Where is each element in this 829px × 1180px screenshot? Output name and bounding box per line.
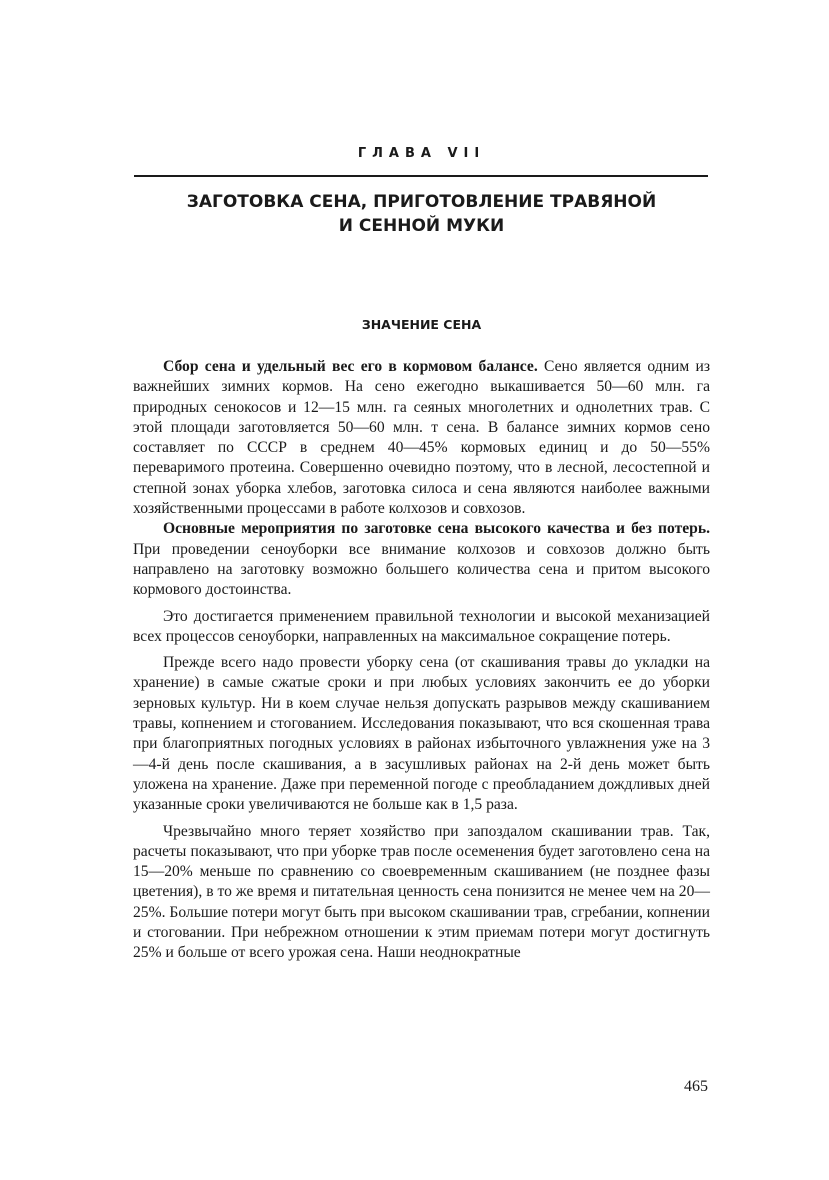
paragraph-text: Чрезвычайно много теряет хозяйство при запоздалом скашивании трав. Так, расчеты показывают, что при уборке трав после осеменения будет заготовлено сена на 15—20% меньше по сравнению со своевременным скашиванием (не позднее фазы цветения), в то же время и питательная ценность сена понизится не менее чем на 20—25%. Большие потери могут быть при высоком скашивании трав, сгребании, копнении и стоговании. При небрежном отношении к этим приемам потери могут достигнуть 25% и больше от всего урожая сена. Наши неоднократные	[133, 822, 710, 962]
paragraph	[133, 653, 710, 815]
paragraph	[133, 822, 710, 964]
body-text	[133, 357, 710, 964]
heading-rule	[134, 175, 708, 177]
paragraph-text: Это достигается применением правильной технологии и высокой механизацией всех процессов сеноуборки, направленных на максимальное сокращение потерь.	[133, 607, 710, 645]
paragraph	[133, 607, 710, 648]
paragraph-lead: Основные мероприятия по заготовке сена высокого качества и без потерь.	[163, 520, 710, 538]
page-number: 465	[684, 1078, 708, 1095]
paragraph-lead: Сбор сена и удельный вес его в кормовом балансе.	[163, 358, 538, 375]
paragraph-text: Сено является одним из важнейших зимних кормов. На сено ежегодно выкашивается 50—60 млн. га природных сенокосов и 12—15 млн. га сеяных многолетних и однолетних трав. С этой площади заготовляется 50—60 млн. т сена. В балансе зимних кормов сено составляет по СССР в среднем 40—45% кормовых единиц и до 50—55% переваримого протеина. Совершенно очевидно поэтому, что в лесной, лесостепной и степной зонах уборка хлебов, заготовка силоса и сена являются наиболее важными хозяйственными процессами в работе колхозов и совхозов.	[133, 358, 710, 518]
chapter-heading: ГЛАВА VII	[357, 146, 486, 161]
paragraph	[133, 357, 710, 519]
paragraph-text: При проведении сеноуборки все внимание колхозов и совхозов должно быть направлено на заготовку возможно большего количества сена и притом высокого кормового достоинства.	[133, 540, 710, 599]
chapter-title-line-2: И СЕННОЙ МУКИ	[338, 216, 505, 236]
section-title: ЗНАЧЕНИЕ СЕНА	[361, 317, 482, 332]
paragraph-text: Прежде всего надо провести уборку сена (от скашивания травы до укладки на хранение) в самые сжатые сроки и при любых условиях закончить ее до уборки зерновых культур. Ни в коем случае нельзя допускать разрывов между скашиванием травы, копнением и стогованием. Исследования показывают, что вся скошенная трава при благоприятных погодных условиях в районах избыточного увлажнения уже на 3—4-й день после скашивания, а в засушливых районах на 2-й день может быть уложена на хранение. Даже при переменной погоде с преобладанием дождливых дней указанные сроки увеличиваются не больше как в 1,5 раза.	[133, 654, 710, 814]
chapter-title	[135, 190, 708, 238]
chapter-title-line-1: ЗАГОТОВКА СЕНА, ПРИГОТОВЛЕНИЕ ТРАВЯНОЙ	[186, 192, 657, 212]
paragraph	[133, 519, 710, 600]
